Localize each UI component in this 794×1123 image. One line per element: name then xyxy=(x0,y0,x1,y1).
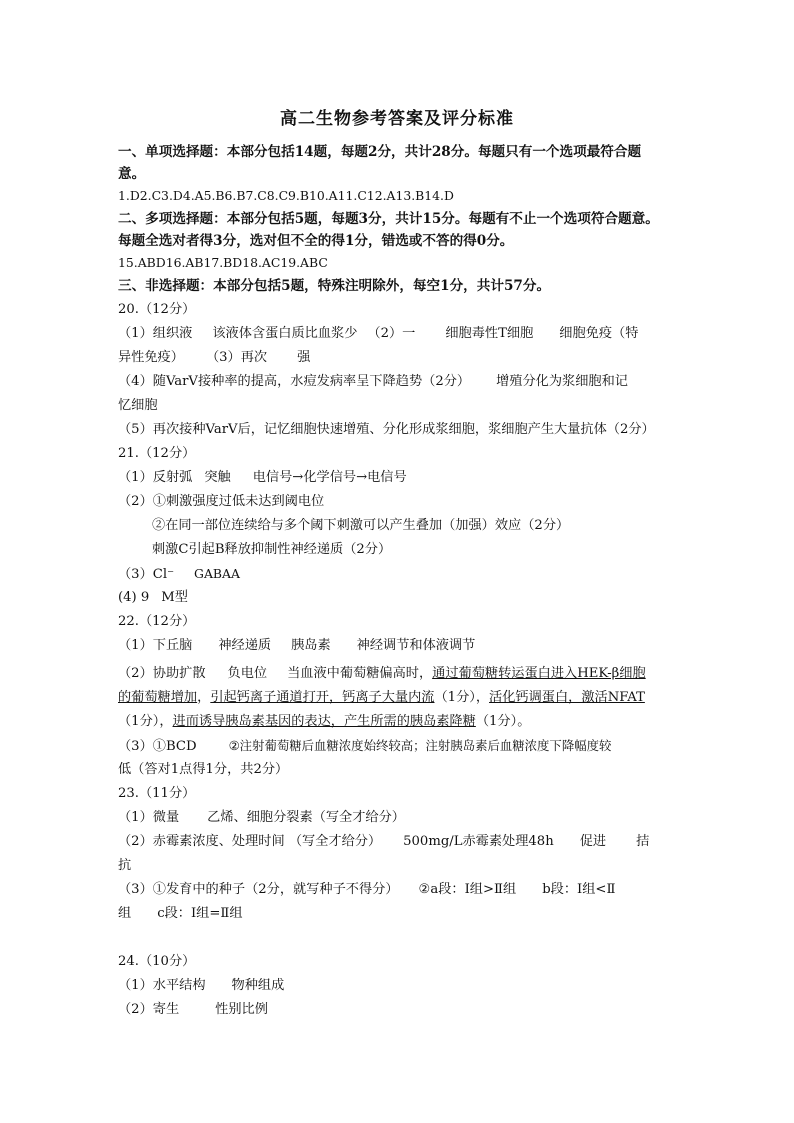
q23-line5 xyxy=(118,902,683,926)
q22-l1b: 神经递质 xyxy=(218,638,272,653)
q23-l2a: （2）赤霉素浓度、处理时间 （写全才给分） xyxy=(118,834,382,849)
q23-l5a: 组 xyxy=(118,906,132,921)
q21-l1b: 突触 xyxy=(204,470,231,485)
page-title: 高二生物参考答案及评分标准 xyxy=(280,109,514,129)
q22-header: 22.（12分） xyxy=(118,614,196,629)
q20-l2a: 异性免疫） xyxy=(118,350,184,365)
q24-line1 xyxy=(118,974,683,998)
q23-l1b: 乙烯、细胞分裂素（写全才给分） xyxy=(207,810,405,825)
q22-line3 xyxy=(118,686,683,710)
q21-line1 xyxy=(118,466,683,490)
q22-l1d: 神经调节和体液调节 xyxy=(356,638,476,653)
q22-line5 xyxy=(118,734,683,759)
q22-l2a: （2）协助扩散 xyxy=(118,666,206,681)
q20-line4: 忆细胞 xyxy=(118,398,158,413)
q20-line5: （5）再次接种VarV后，记忆细胞快速增殖、分化形成浆细胞，浆细胞产生大量抗体（2分） xyxy=(118,422,655,437)
q23-l4c: b段：Ⅰ组<Ⅱ xyxy=(542,882,616,897)
q20-l2c: 强 xyxy=(297,350,311,365)
q20-l1d: 细胞毒性T细胞 xyxy=(445,326,534,341)
q22-l4a: （1分）， xyxy=(118,714,173,729)
q20-line3 xyxy=(118,370,683,394)
q21-line4: 刺激C引起B释放抑制性神经递质（2分） xyxy=(152,542,392,557)
q22-l5a: （3）①BCD xyxy=(118,739,197,754)
q20-l1e: 细胞免疫（特 xyxy=(559,326,639,341)
q23-line3: 抗 xyxy=(118,858,132,873)
q21-l6a: (4) 9 xyxy=(118,590,150,605)
q23-line4 xyxy=(118,878,683,902)
q22-l2b: 负电位 xyxy=(227,666,268,681)
section2-heading-line1: 二、多项选择题：本部分包括5题，每题3分，共计15分。每题有不止一个选项符合题意。 xyxy=(118,211,659,227)
q24-l2a: （2）寄生 xyxy=(118,1002,180,1017)
q20-l1b: 该液体含蛋白质比血浆少 xyxy=(212,326,358,341)
q24-l1a: （1）水平结构 xyxy=(118,978,206,993)
section1-heading-line1: 一、单项选择题：本部分包括14题，每题2分，共计28分。每题只有一个选项最符合题 xyxy=(118,144,642,160)
q20-line2 xyxy=(118,346,683,370)
q22-l4c: （1分）。 xyxy=(475,714,531,729)
q23-l4a: （3）①发育中的种子（2分，就写种子不得分） xyxy=(118,882,399,897)
q20-l3a: （4）随VarV接种率的提高，水痘发病率呈下降趋势（2分） xyxy=(118,374,471,389)
section2-answers: 15.ABD16.AB17.BD18.AC19.ABC xyxy=(118,255,328,270)
q22-l5b: ②注射葡萄糖后血糖浓度始终较高；注射胰岛素后血糖浓度下降幅度较 xyxy=(228,738,612,753)
q24-l2b: 性别比例 xyxy=(215,1002,268,1017)
q21-l1c: 电信号→化学信号→电信号 xyxy=(252,470,407,485)
q21-line2: （2）①刺激强度过低未达到阈电位 xyxy=(118,494,325,509)
q22-line4 xyxy=(118,710,683,734)
q20-l2b: （3）再次 xyxy=(205,350,268,365)
q23-header: 23.（11分） xyxy=(118,786,196,801)
q23-l2b: 500mg/L赤霉素处理48h xyxy=(403,834,554,849)
q22-l2c: 当血液中葡萄糖偏高时， xyxy=(287,666,433,681)
q23-line1 xyxy=(118,806,683,830)
q21-l5b: GABAA xyxy=(194,566,240,581)
q24-line2 xyxy=(118,998,683,1022)
section3-heading: 三、非选择题：本部分包括5题，特殊注明除外，每空1分，共计57分。 xyxy=(118,278,551,294)
q21-l1a: （1）反射弧 xyxy=(118,470,193,485)
q22-l3e: 活化钙调蛋白，激活NFAT xyxy=(489,690,645,705)
q23-l1a: （1）微量 xyxy=(118,810,180,825)
q21-header: 21.（12分） xyxy=(118,446,196,461)
q24-l1b: 物种组成 xyxy=(231,978,285,993)
q21-l5a: （3）Cl⁻ xyxy=(118,567,175,582)
q21-l6b: M型 xyxy=(161,590,188,605)
section2-heading-line2: 每题全选对者得3分，选对但不全的得1分，错选或不答的得0分。 xyxy=(118,233,514,249)
q22-l4b: 进而诱导胰岛素基因的表达，产生所需的胰岛素降糖 xyxy=(172,714,476,729)
q20-l3b: 增殖分化为浆细胞和记 xyxy=(496,374,628,389)
q22-l3c: 引起钙离子通道打开，钙离子大量内流 xyxy=(210,690,435,705)
q22-l2d: 通过葡萄糖转运蛋白进入HEK-β细胞 xyxy=(432,666,646,681)
q21-line5 xyxy=(118,562,683,587)
q20-l1c: （2）一 xyxy=(367,326,416,341)
q22-line1 xyxy=(118,634,683,658)
q22-l3b: ， xyxy=(197,690,211,705)
q20-l1a: （1）组织液 xyxy=(118,326,193,341)
q23-l5b: c段：Ⅰ组=Ⅱ组 xyxy=(157,906,243,921)
q24-header: 24.（10分） xyxy=(118,954,196,969)
q23-line2 xyxy=(118,830,683,854)
section1-heading-line2: 意。 xyxy=(118,166,146,182)
section1-answers: 1.D2.C3.D4.A5.B6.B7.C8.C9.B10.A11.C12.A13.B14.D xyxy=(118,188,454,203)
q20-line1 xyxy=(118,322,683,346)
q22-l1a: （1）下丘脑 xyxy=(118,638,193,653)
q21-line6 xyxy=(118,586,683,610)
q22-line6: 低（答对1点得1分，共2分） xyxy=(118,762,289,777)
q21-line3: ②在同一部位连续给与多个阈下刺激可以产生叠加（加强）效应（2分） xyxy=(152,518,570,533)
q22-l3d: （1分）， xyxy=(434,690,490,705)
q22-l1c: 胰岛素 xyxy=(291,638,331,653)
q22-l3a: 的葡萄糖增加 xyxy=(118,690,198,705)
q22-line2 xyxy=(118,662,683,686)
q23-l2c: 促进 xyxy=(579,834,607,849)
q23-l4b: ②a段：Ⅰ组>Ⅱ组 xyxy=(418,882,517,897)
q23-l2d: 拮 xyxy=(636,834,650,849)
q20-header: 20.（12分） xyxy=(118,302,196,317)
